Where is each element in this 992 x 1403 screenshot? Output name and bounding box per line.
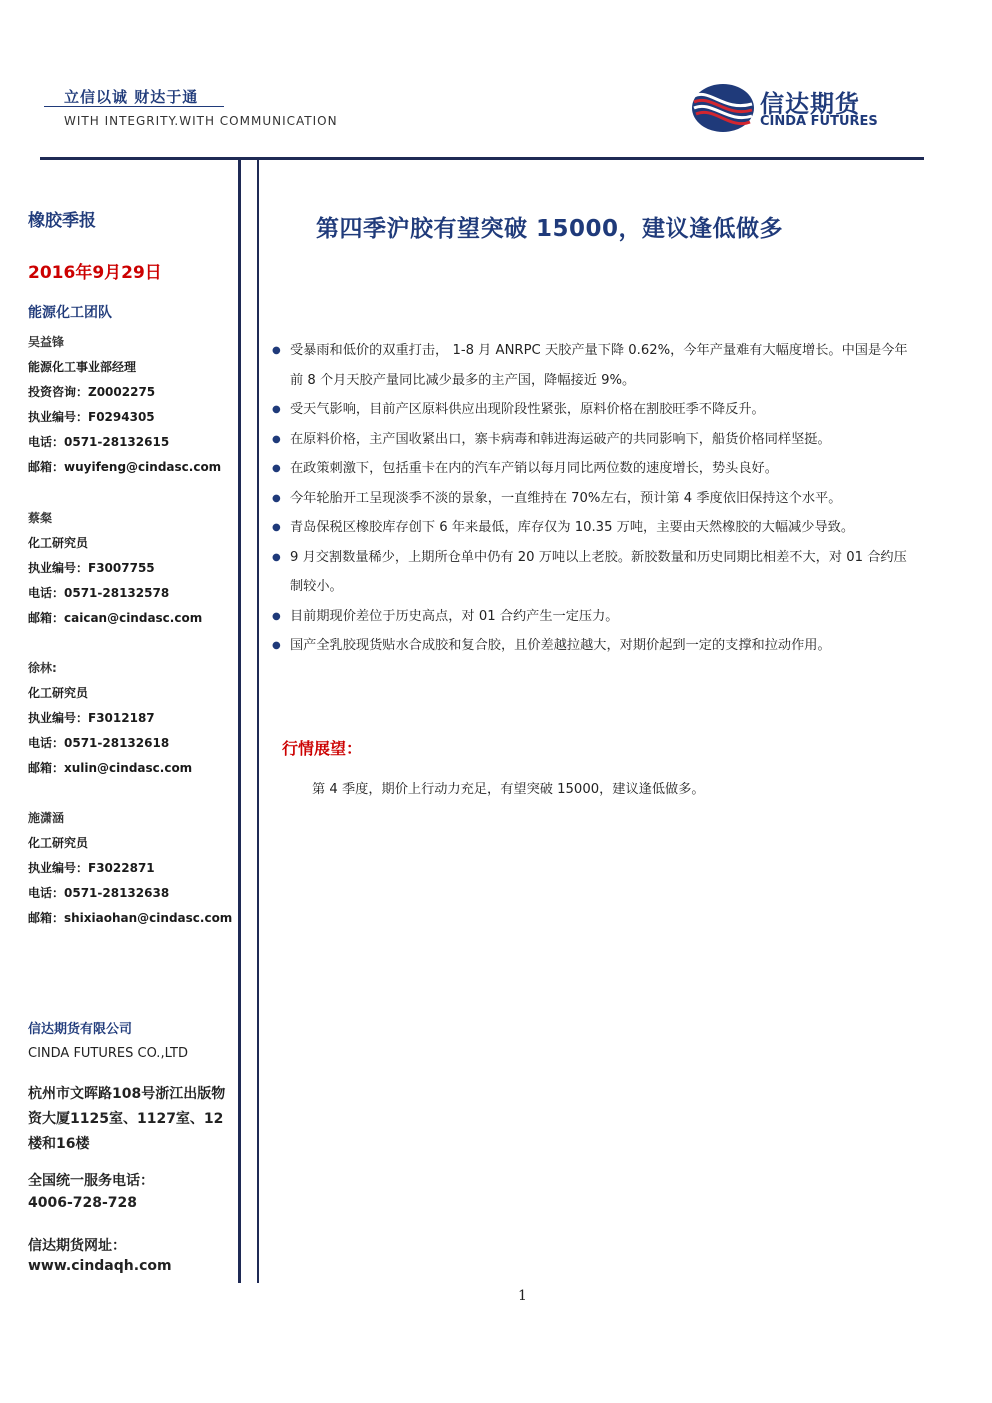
list-item: ● 目前期现价差位于历史高点，对 01 合约产生一定压力。 [272,602,912,632]
analyst-info: 执业编号：F3007755 [28,561,155,575]
list-item: ● 受天气影响，目前产区原料供应出现阶段性紧张，原料价格在割胶旺季不降反升。 [272,395,912,425]
outlook-heading: 行情展望： [282,739,363,758]
website-link[interactable]: www.cindaqh.com [28,1258,172,1274]
analyst-email: 邮箱：shixiaohan@cindasc.com [28,911,233,925]
analyst-info: 执业编号：F3012187 [28,711,155,725]
list-item: ● 在政策刺激下，包括重卡在内的汽车产销以每月同比两位数的速度增长，势头良好。 [272,454,912,484]
page-number: 1 [518,1288,527,1304]
sidebar-divider-right [257,157,259,1283]
analyst-info: 电话：0571-28132615 [28,435,170,449]
analyst-email: 邮箱：wuyifeng@cindasc.com [28,460,222,474]
team-name: 能源化工团队 [28,305,112,321]
list-item: ● 9 月交割数量稀少，上期所仓单中仍有 20 万吨以上老胶。新胶数量和历史同期比相差不大，对 01 合约压制较小。 [272,543,912,602]
analyst-role: 化工研究员 [28,536,89,550]
analyst-name: 吴益锋 [28,335,65,349]
analyst-role: 能源化工事业部经理 [28,360,137,374]
analyst-block [28,330,238,480]
list-item: ● 国产全乳胶现货贴水合成胶和复合胶，且价差越拉越大，对期价起到一定的支撑和拉动作用。 [272,631,912,661]
report-date: 2016年9月29日 [28,263,162,283]
analyst-block [28,806,238,931]
report-title: 第四季沪胶有望突破 15000，建议逢低做多 [316,216,784,242]
logo-text-chinese: 信达期货 [760,90,860,118]
analyst-name: 蔡粲 [28,511,53,525]
analyst-role: 化工研究员 [28,686,89,700]
slogan-underline [44,106,224,107]
company-logo [690,82,930,134]
analyst-block [28,656,238,781]
slogan-chinese: 立信以诚 财达于通 [64,88,199,106]
analyst-info: 电话：0571-28132618 [28,736,170,750]
analyst-info: 执业编号：F0294305 [28,410,155,424]
slogan-english: WITH INTEGRITY.WITH COMMUNICATION [64,114,338,128]
logo-text-english: CINDA FUTURES [760,114,878,129]
analyst-block [28,506,238,631]
analyst-info: 电话：0571-28132578 [28,586,170,600]
company-address: 杭州市文晖路108号浙江出版物资大厦1125室、1127室、12楼和16楼 [28,1086,226,1152]
hotline-label: 全国统一服务电话： [28,1173,154,1189]
key-points-list [272,336,912,661]
list-item: ● 青岛保税区橡胶库存创下 6 年来最低，库存仅为 10.35 万吨，主要由天然橡胶的大幅减少导致。 [272,513,912,543]
analyst-role: 化工研究员 [28,836,89,850]
analyst-name: 徐林: [28,661,57,675]
hotline-number: 4006-728-728 [28,1195,138,1211]
website-label: 信达期货网址： [28,1238,126,1254]
analyst-info: 电话：0571-28132638 [28,886,170,900]
header-divider [40,157,924,160]
analyst-email: 邮箱：caican@cindasc.com [28,611,203,625]
analyst-email: 邮箱：xulin@cindasc.com [28,761,193,775]
list-item: ● 受暴雨和低价的双重打击， 1-8 月 ANRPC 天胶产量下降 0.62%，今年产量难有大幅度增长。中国是今年前 8 个月天胶产量同比减少最多的主产国，降幅接近 9%。 [272,336,912,395]
analyst-info: 投资咨询：Z0002275 [28,385,156,399]
company-name-english: CINDA FUTURES CO.,LTD [28,1046,188,1061]
outlook-text: 第 4 季度，期价上行动力充足，有望突破 15000，建议逢低做多。 [312,782,705,797]
list-item: ● 在原料价格，主产国收紧出口，寨卡病毒和韩进海运破产的共同影响下，船货价格同样坚挺。 [272,425,912,455]
analyst-name: 施潇涵 [28,811,65,825]
list-item: ● 今年轮胎开工呈现淡季不淡的景象，一直维持在 70%左右，预计第 4 季度依旧保持这个水平。 [272,484,912,514]
company-name-chinese: 信达期货有限公司 [28,1022,133,1037]
analyst-info: 执业编号：F3022871 [28,861,155,875]
report-category: 橡胶季报 [28,211,96,231]
cinda-logo-icon [690,82,756,134]
sidebar-divider-left [238,157,241,1283]
